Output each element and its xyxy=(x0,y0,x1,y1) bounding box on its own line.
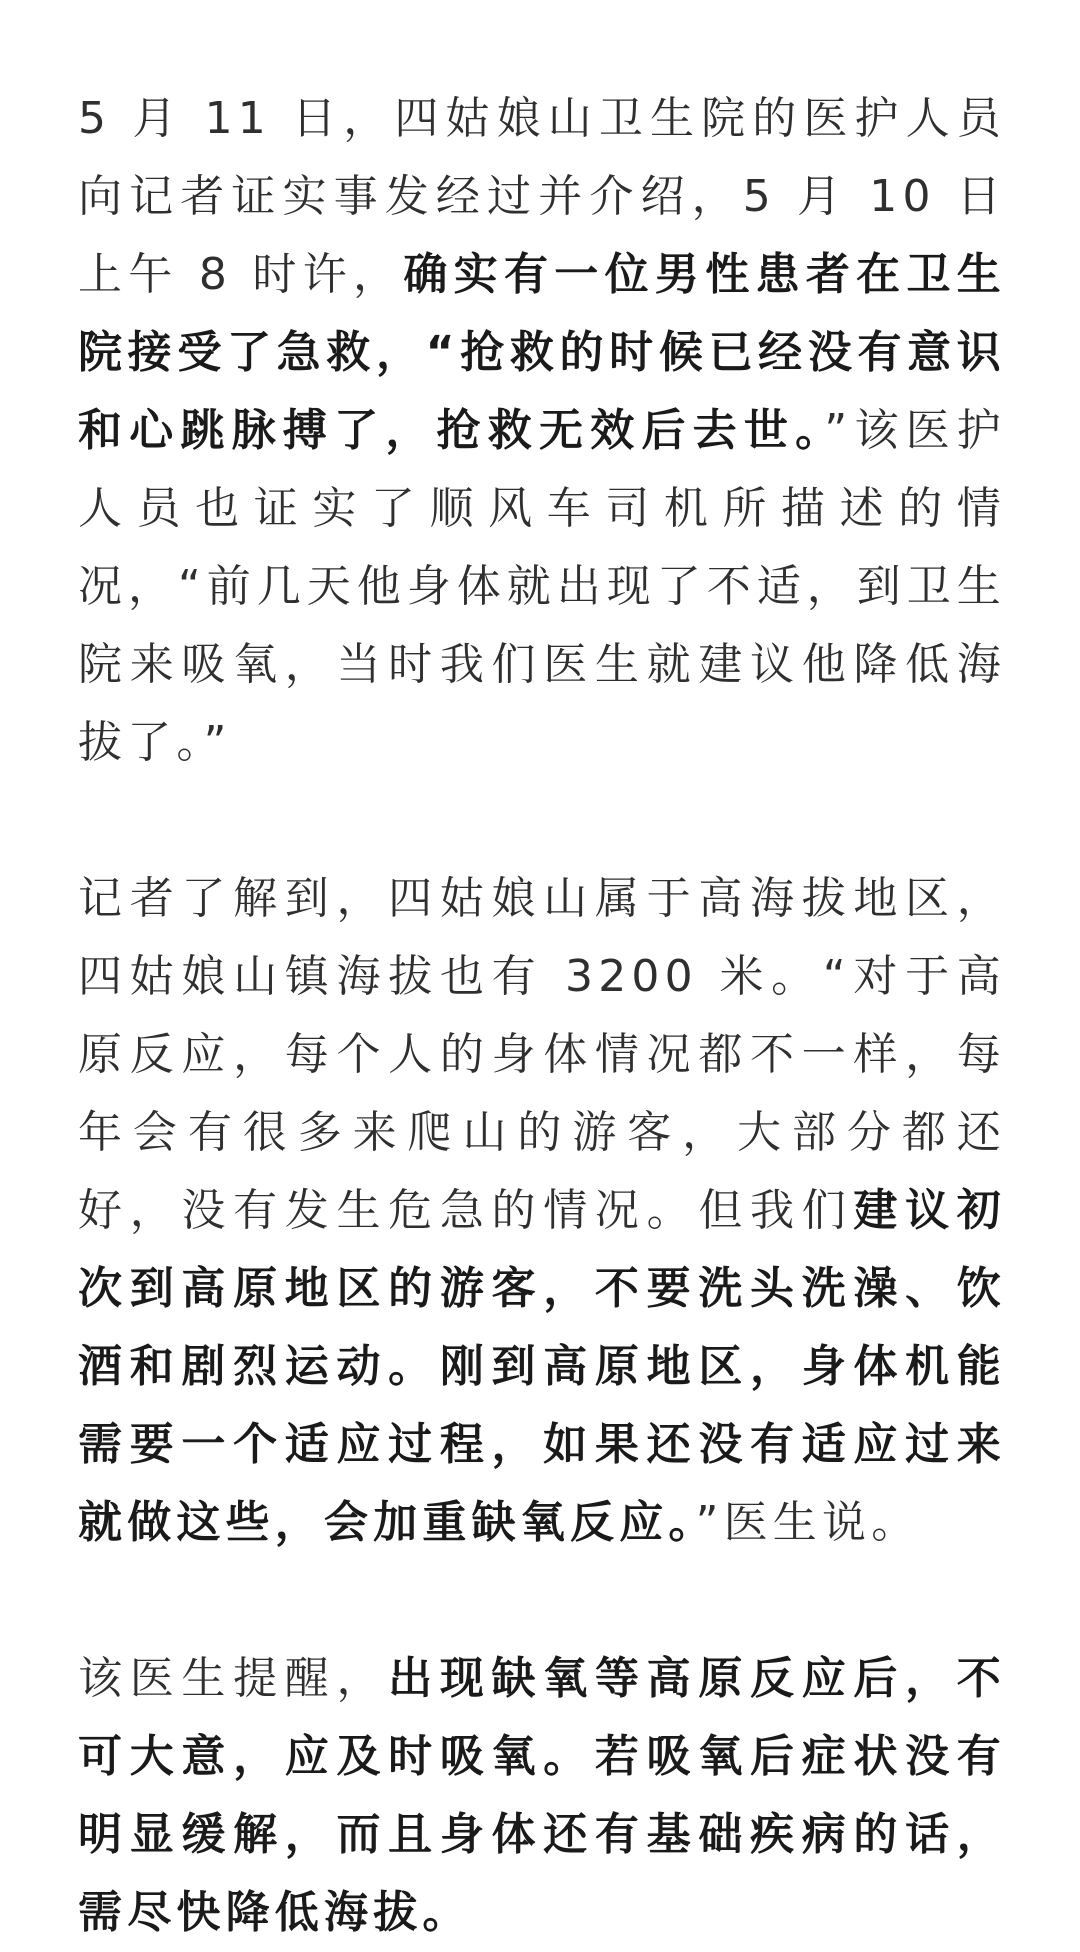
paragraph-2-text-2: ”医生说。 xyxy=(695,1497,921,1548)
paragraph-1-emphasis-1: 确实有一位男性患者在卫生院接受了急救，“抢救的时候已经没有意识和心跳脉搏了，抢救无效后去世。 xyxy=(78,249,1006,456)
paragraph-3-text-1: 该医生提醒， xyxy=(78,1653,389,1704)
paragraph-1-text-2: ”该医护人员也证实了顺风车司机所描述的情况，“前几天他身体就出现了不适，到卫生院来吸氧，当时我们医生就建议他降低海拔了。” xyxy=(78,405,1006,768)
paragraph-2 xyxy=(78,860,1006,1562)
paragraph-3 xyxy=(78,1640,1006,1952)
paragraph-3-emphasis-1: 出现缺氧等高原反应后，不可大意，应及时吸氧。若吸氧后症状没有明显缓解，而且身体还有基础疾病的话，需尽快降低海拔。 xyxy=(78,1653,1006,1938)
paragraph-1 xyxy=(78,80,1006,782)
paragraph-2-emphasis-1: 建议初次到高原地区的游客，不要洗头洗澡、饮酒和剧烈运动。刚到高原地区，身体机能需要一个适应过程，如果还没有适应过来就做这些，会加重缺氧反应。 xyxy=(78,1185,1006,1548)
article-body xyxy=(78,80,1006,1952)
paragraph-1-text-1: 5 月 11 日，四姑娘山卫生院的医护人员向记者证实事发经过并介绍，5 月 10 日上午 8 时许， xyxy=(78,93,1006,300)
paragraph-2-text-1: 记者了解到，四姑娘山属于高海拔地区，四姑娘山镇海拔也有 3200 米。“对于高原反应，每个人的身体情况都不一样，每年会有很多来爬山的游客，大部分都还好，没有发生危急的情况。但我们 xyxy=(78,873,1006,1236)
